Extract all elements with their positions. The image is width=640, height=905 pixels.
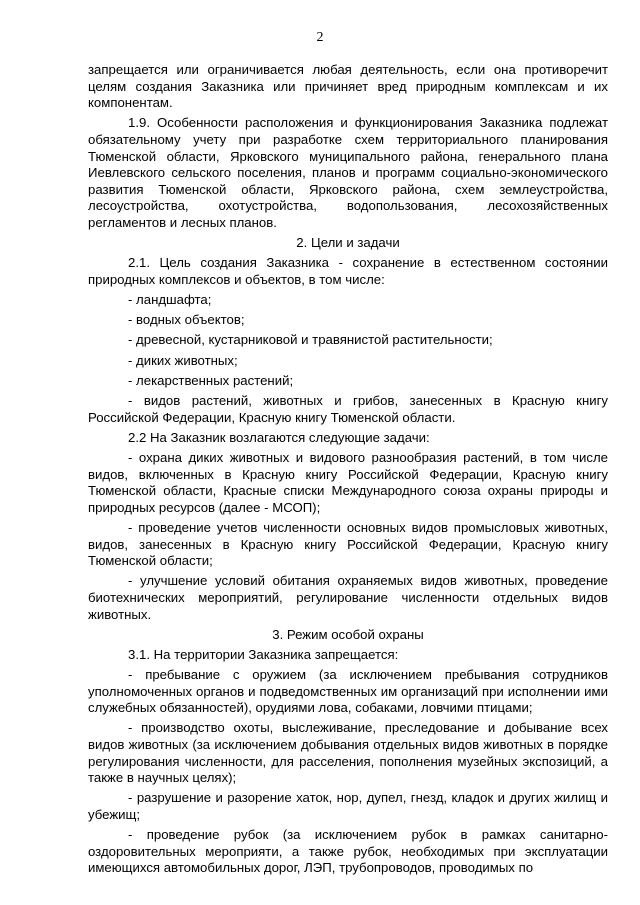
list-item: - видов растений, животных и грибов, занесенных в Красную книгу Российской Федерации, Красную книгу Тюменской области.: [88, 393, 608, 425]
document-body: [88, 62, 608, 877]
paragraph: 1.9. Особенности расположения и функционирования Заказника подлежат обязательному учету при разработке схем территориального планирования Тюменской области, Ярковского муниципального района, генерального плана Иевлевского сельского поселения, планов и программ социально-экономического развития Тюменской области, Ярковского района, схем землеустройства, лесоустройства, охотустройства, водопользования, лесохозяйственных регламентов и лесных планов.: [88, 115, 608, 230]
list-item: - пребывание с оружием (за исключением пребывания сотрудников уполномоченных органов и подведомственных им организаций при исполнении ими служебных обязанностей), орудиями лова, собаками, ловчими птицами;: [88, 667, 608, 716]
page-number: 2: [316, 30, 324, 45]
list-item: - охрана диких животных и видового разнообразия растений, в том числе видов, включенных в Красную книгу Российской Федерации, Красную книгу Тюменской области, Красные списки Международного союза охраны природы и природных ресурсов (далее - МСОП);: [88, 450, 608, 515]
list-item: - лекарственных растений;: [128, 372, 294, 388]
list-item: - производство охоты, выслеживание, преследование и добывание всех видов животных (за исключением добывания отдельных видов животных в порядке регулирования численности, для расселения, пополнения музейных экспозиций, а также в научных целях);: [88, 720, 608, 786]
section-heading: 2. Цели и задачи: [296, 235, 400, 251]
list-item: - водных объектов;: [128, 312, 245, 328]
paragraph: 3.1. На территории Заказника запрещается:: [128, 646, 399, 662]
list-item: - разрушение и разорение хаток, нор, дупел, гнезд, кладок и других жилищ и убежищ;: [88, 790, 608, 823]
paragraph: запрещается или ограничивается любая деятельность, если она противоречит целям создания Заказника или причиняет вред природным комплексам и их компонентам.: [88, 62, 608, 111]
list-item: - проведение учетов численности основных видов промысловых животных, видов, занесенных в Красную книгу Российской Федерации, Красную книгу Тюменской области;: [88, 519, 608, 569]
paragraph: 2.2 На Заказник возлагаются следующие задачи:: [128, 429, 430, 445]
list-item: - проведение рубок (за исключением рубок в рамках санитарно-оздоровительных мероприяти, а также рубок, необходимых при эксплуатации имеющихся автомобильных дорог, ЛЭП, трубопроводов, проводимых по: [88, 827, 608, 876]
list-item: - диких животных;: [128, 352, 238, 368]
section-heading: 3. Режим особой охраны: [272, 626, 424, 642]
list-item: - ландшафта;: [128, 292, 212, 308]
list-item: - улучшение условий обитания охраняемых видов животных, проведение биотехнических мероприятий, регулирование численности отдельных видов животных.: [88, 573, 608, 622]
paragraph: 2.1. Цель создания Заказника - сохранение в естественном состоянии природных комплексов и объектов, в том числе:: [88, 255, 608, 287]
list-item: - древесной, кустарниковой и травянистой растительности;: [128, 332, 493, 348]
